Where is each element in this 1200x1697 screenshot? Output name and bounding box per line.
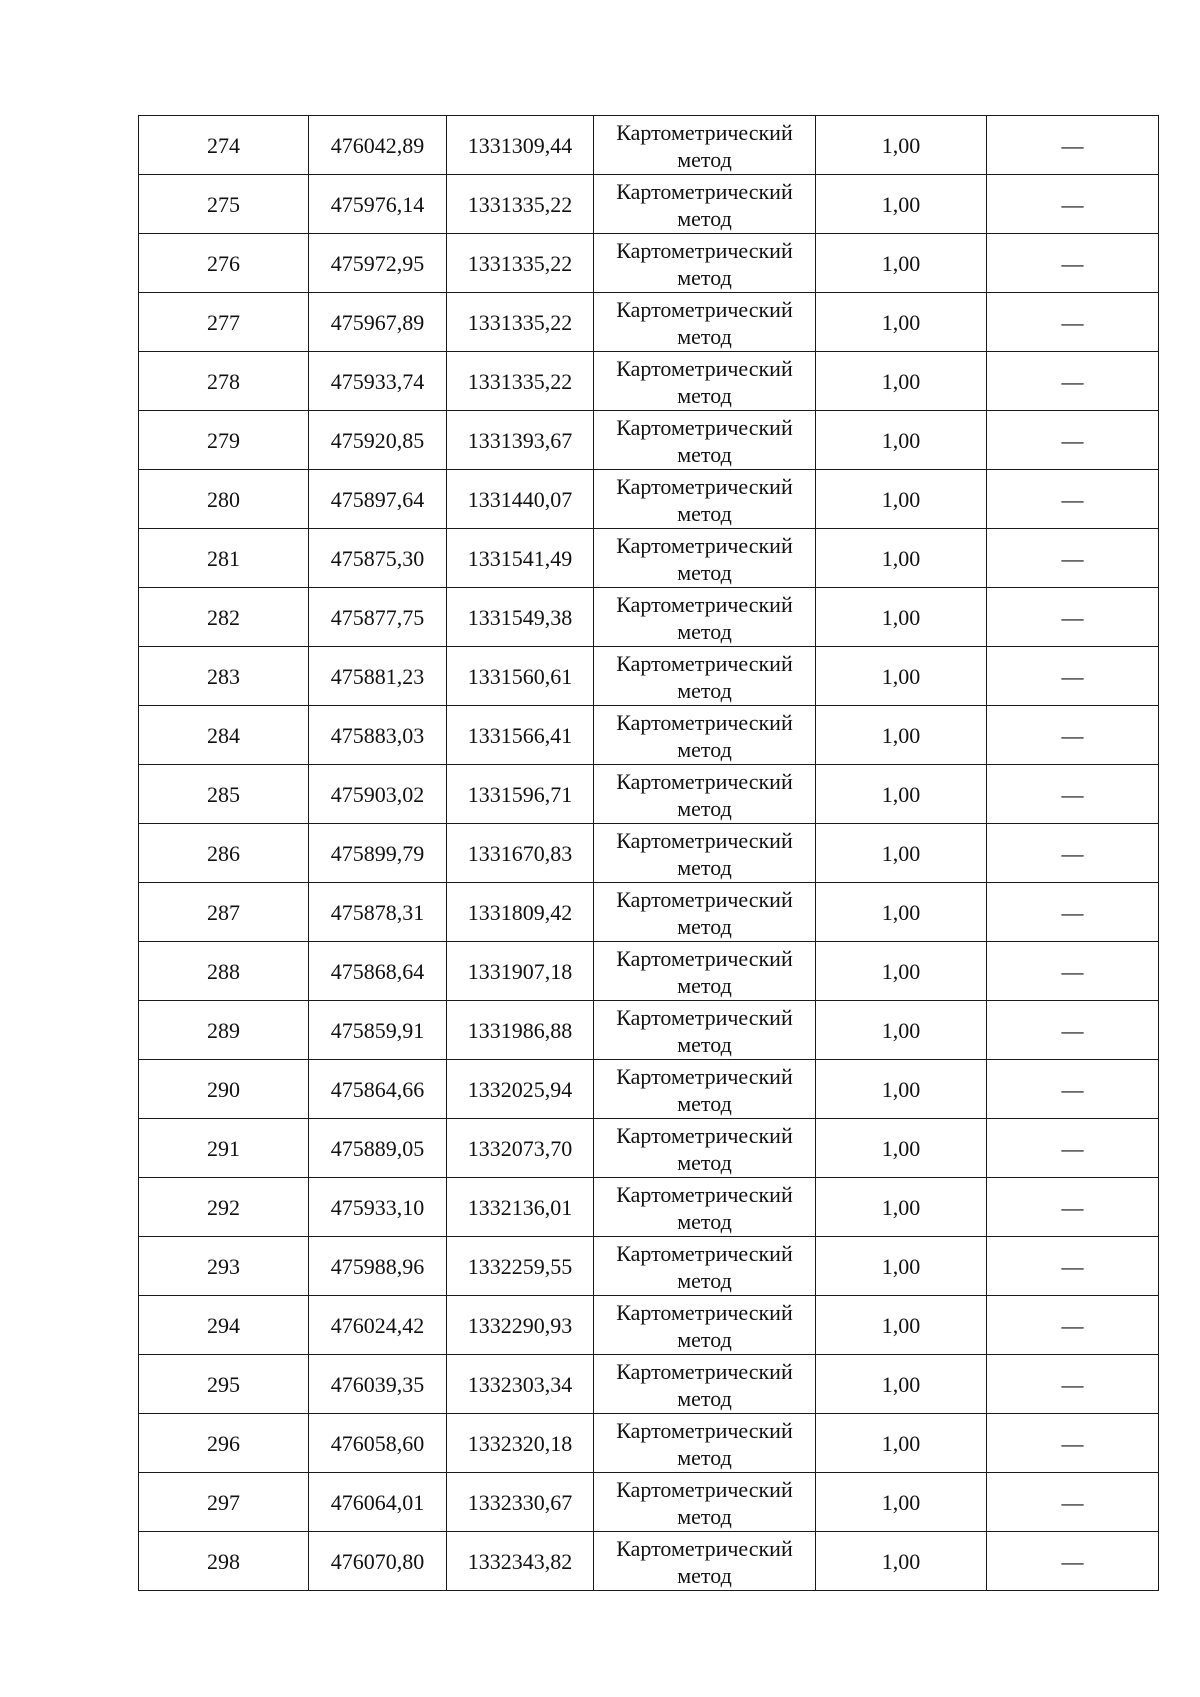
point-number-cell: 296: [139, 1414, 309, 1473]
accuracy-cell: 1,00: [816, 1060, 987, 1119]
accuracy-cell: 1,00: [816, 470, 987, 529]
note-dash-cell: —: [987, 765, 1159, 824]
note-dash-cell: —: [987, 175, 1159, 234]
method-cell: Картометрический метод: [594, 529, 816, 588]
accuracy-cell: 1,00: [816, 293, 987, 352]
point-number-cell: 284: [139, 706, 309, 765]
table-row: [139, 293, 1159, 352]
y-coordinate-cell: 1331335,22: [447, 175, 594, 234]
table-row: [139, 352, 1159, 411]
accuracy-cell: 1,00: [816, 706, 987, 765]
y-coordinate-cell: 1331335,22: [447, 234, 594, 293]
y-coordinate-cell: 1331549,38: [447, 588, 594, 647]
accuracy-cell: 1,00: [816, 234, 987, 293]
y-coordinate-cell: 1331670,83: [447, 824, 594, 883]
method-cell: Картометрический метод: [594, 942, 816, 1001]
point-number-cell: 290: [139, 1060, 309, 1119]
method-cell: Картометрический метод: [594, 1178, 816, 1237]
table-row: [139, 529, 1159, 588]
point-number-cell: 283: [139, 647, 309, 706]
table-row: [139, 1237, 1159, 1296]
table-row: [139, 942, 1159, 1001]
x-coordinate-cell: 475972,95: [309, 234, 447, 293]
table-row: [139, 470, 1159, 529]
x-coordinate-cell: 475864,66: [309, 1060, 447, 1119]
method-cell: Картометрический метод: [594, 1473, 816, 1532]
table-row: [139, 647, 1159, 706]
table-row: [139, 1532, 1159, 1591]
note-dash-cell: —: [987, 942, 1159, 1001]
table-row: [139, 1060, 1159, 1119]
note-dash-cell: —: [987, 824, 1159, 883]
method-cell: Картометрический метод: [594, 293, 816, 352]
accuracy-cell: 1,00: [816, 175, 987, 234]
note-dash-cell: —: [987, 1237, 1159, 1296]
table-row: [139, 883, 1159, 942]
y-coordinate-cell: 1331907,18: [447, 942, 594, 1001]
y-coordinate-cell: 1332290,93: [447, 1296, 594, 1355]
table-row: [139, 116, 1159, 175]
y-coordinate-cell: 1332136,01: [447, 1178, 594, 1237]
point-number-cell: 278: [139, 352, 309, 411]
y-coordinate-cell: 1331986,88: [447, 1001, 594, 1060]
accuracy-cell: 1,00: [816, 883, 987, 942]
point-number-cell: 293: [139, 1237, 309, 1296]
method-cell: Картометрический метод: [594, 411, 816, 470]
point-number-cell: 285: [139, 765, 309, 824]
x-coordinate-cell: 475875,30: [309, 529, 447, 588]
note-dash-cell: —: [987, 1001, 1159, 1060]
table-row: [139, 824, 1159, 883]
accuracy-cell: 1,00: [816, 529, 987, 588]
table-row: [139, 1178, 1159, 1237]
point-number-cell: 298: [139, 1532, 309, 1591]
accuracy-cell: 1,00: [816, 1001, 987, 1060]
accuracy-cell: 1,00: [816, 942, 987, 1001]
point-number-cell: 279: [139, 411, 309, 470]
method-cell: Картометрический метод: [594, 1001, 816, 1060]
point-number-cell: 295: [139, 1355, 309, 1414]
y-coordinate-cell: 1332025,94: [447, 1060, 594, 1119]
y-coordinate-cell: 1331393,67: [447, 411, 594, 470]
method-cell: Картометрический метод: [594, 1355, 816, 1414]
accuracy-cell: 1,00: [816, 411, 987, 470]
accuracy-cell: 1,00: [816, 1532, 987, 1591]
x-coordinate-cell: 476042,89: [309, 116, 447, 175]
point-number-cell: 276: [139, 234, 309, 293]
note-dash-cell: —: [987, 116, 1159, 175]
method-cell: Картометрический метод: [594, 1296, 816, 1355]
table-row: [139, 588, 1159, 647]
point-number-cell: 288: [139, 942, 309, 1001]
method-cell: Картометрический метод: [594, 1060, 816, 1119]
note-dash-cell: —: [987, 529, 1159, 588]
method-cell: Картометрический метод: [594, 1532, 816, 1591]
x-coordinate-cell: 476024,42: [309, 1296, 447, 1355]
x-coordinate-cell: 475988,96: [309, 1237, 447, 1296]
point-number-cell: 277: [139, 293, 309, 352]
table-row: [139, 1296, 1159, 1355]
note-dash-cell: —: [987, 352, 1159, 411]
method-cell: Картометрический метод: [594, 1119, 816, 1178]
y-coordinate-cell: 1332330,67: [447, 1473, 594, 1532]
method-cell: Картометрический метод: [594, 706, 816, 765]
y-coordinate-cell: 1331541,49: [447, 529, 594, 588]
method-cell: Картометрический метод: [594, 824, 816, 883]
note-dash-cell: —: [987, 588, 1159, 647]
point-number-cell: 294: [139, 1296, 309, 1355]
x-coordinate-cell: 475933,74: [309, 352, 447, 411]
y-coordinate-cell: 1332303,34: [447, 1355, 594, 1414]
point-number-cell: 274: [139, 116, 309, 175]
x-coordinate-cell: 475883,03: [309, 706, 447, 765]
x-coordinate-cell: 476064,01: [309, 1473, 447, 1532]
accuracy-cell: 1,00: [816, 1119, 987, 1178]
x-coordinate-cell: 475897,64: [309, 470, 447, 529]
y-coordinate-cell: 1331335,22: [447, 293, 594, 352]
point-number-cell: 289: [139, 1001, 309, 1060]
x-coordinate-cell: 476058,60: [309, 1414, 447, 1473]
table-row: [139, 175, 1159, 234]
accuracy-cell: 1,00: [816, 116, 987, 175]
x-coordinate-cell: 475877,75: [309, 588, 447, 647]
table-row: [139, 1473, 1159, 1532]
x-coordinate-cell: 475976,14: [309, 175, 447, 234]
x-coordinate-cell: 475967,89: [309, 293, 447, 352]
x-coordinate-cell: 475899,79: [309, 824, 447, 883]
table-row: [139, 411, 1159, 470]
method-cell: Картометрический метод: [594, 765, 816, 824]
accuracy-cell: 1,00: [816, 1355, 987, 1414]
y-coordinate-cell: 1332259,55: [447, 1237, 594, 1296]
method-cell: Картометрический метод: [594, 647, 816, 706]
coordinates-table: [138, 115, 1159, 1591]
accuracy-cell: 1,00: [816, 352, 987, 411]
method-cell: Картометрический метод: [594, 1237, 816, 1296]
note-dash-cell: —: [987, 1355, 1159, 1414]
x-coordinate-cell: 476039,35: [309, 1355, 447, 1414]
accuracy-cell: 1,00: [816, 1178, 987, 1237]
accuracy-cell: 1,00: [816, 1414, 987, 1473]
accuracy-cell: 1,00: [816, 1296, 987, 1355]
note-dash-cell: —: [987, 883, 1159, 942]
note-dash-cell: —: [987, 1532, 1159, 1591]
note-dash-cell: —: [987, 1296, 1159, 1355]
note-dash-cell: —: [987, 470, 1159, 529]
y-coordinate-cell: 1331440,07: [447, 470, 594, 529]
y-coordinate-cell: 1331596,71: [447, 765, 594, 824]
point-number-cell: 280: [139, 470, 309, 529]
method-cell: Картометрический метод: [594, 1414, 816, 1473]
note-dash-cell: —: [987, 647, 1159, 706]
y-coordinate-cell: 1331335,22: [447, 352, 594, 411]
x-coordinate-cell: 475881,23: [309, 647, 447, 706]
y-coordinate-cell: 1332343,82: [447, 1532, 594, 1591]
x-coordinate-cell: 475920,85: [309, 411, 447, 470]
x-coordinate-cell: 475933,10: [309, 1178, 447, 1237]
note-dash-cell: —: [987, 1414, 1159, 1473]
point-number-cell: 291: [139, 1119, 309, 1178]
accuracy-cell: 1,00: [816, 1237, 987, 1296]
accuracy-cell: 1,00: [816, 1473, 987, 1532]
table-row: [139, 765, 1159, 824]
note-dash-cell: —: [987, 411, 1159, 470]
point-number-cell: 275: [139, 175, 309, 234]
y-coordinate-cell: 1331309,44: [447, 116, 594, 175]
coordinates-table-body: [139, 116, 1159, 1591]
note-dash-cell: —: [987, 1119, 1159, 1178]
point-number-cell: 297: [139, 1473, 309, 1532]
y-coordinate-cell: 1332320,18: [447, 1414, 594, 1473]
point-number-cell: 281: [139, 529, 309, 588]
table-row: [139, 234, 1159, 293]
y-coordinate-cell: 1331809,42: [447, 883, 594, 942]
accuracy-cell: 1,00: [816, 647, 987, 706]
method-cell: Картометрический метод: [594, 883, 816, 942]
y-coordinate-cell: 1331560,61: [447, 647, 594, 706]
method-cell: Картометрический метод: [594, 175, 816, 234]
note-dash-cell: —: [987, 706, 1159, 765]
table-row: [139, 706, 1159, 765]
note-dash-cell: —: [987, 1178, 1159, 1237]
method-cell: Картометрический метод: [594, 470, 816, 529]
x-coordinate-cell: 475903,02: [309, 765, 447, 824]
x-coordinate-cell: 475878,31: [309, 883, 447, 942]
point-number-cell: 292: [139, 1178, 309, 1237]
method-cell: Картометрический метод: [594, 588, 816, 647]
point-number-cell: 282: [139, 588, 309, 647]
method-cell: Картометрический метод: [594, 352, 816, 411]
y-coordinate-cell: 1331566,41: [447, 706, 594, 765]
x-coordinate-cell: 475859,91: [309, 1001, 447, 1060]
note-dash-cell: —: [987, 1060, 1159, 1119]
x-coordinate-cell: 475868,64: [309, 942, 447, 1001]
table-row: [139, 1355, 1159, 1414]
method-cell: Картометрический метод: [594, 234, 816, 293]
accuracy-cell: 1,00: [816, 765, 987, 824]
table-row: [139, 1414, 1159, 1473]
x-coordinate-cell: 476070,80: [309, 1532, 447, 1591]
point-number-cell: 286: [139, 824, 309, 883]
note-dash-cell: —: [987, 1473, 1159, 1532]
note-dash-cell: —: [987, 293, 1159, 352]
accuracy-cell: 1,00: [816, 588, 987, 647]
accuracy-cell: 1,00: [816, 824, 987, 883]
x-coordinate-cell: 475889,05: [309, 1119, 447, 1178]
y-coordinate-cell: 1332073,70: [447, 1119, 594, 1178]
table-row: [139, 1119, 1159, 1178]
table-row: [139, 1001, 1159, 1060]
method-cell: Картометрический метод: [594, 116, 816, 175]
note-dash-cell: —: [987, 234, 1159, 293]
point-number-cell: 287: [139, 883, 309, 942]
